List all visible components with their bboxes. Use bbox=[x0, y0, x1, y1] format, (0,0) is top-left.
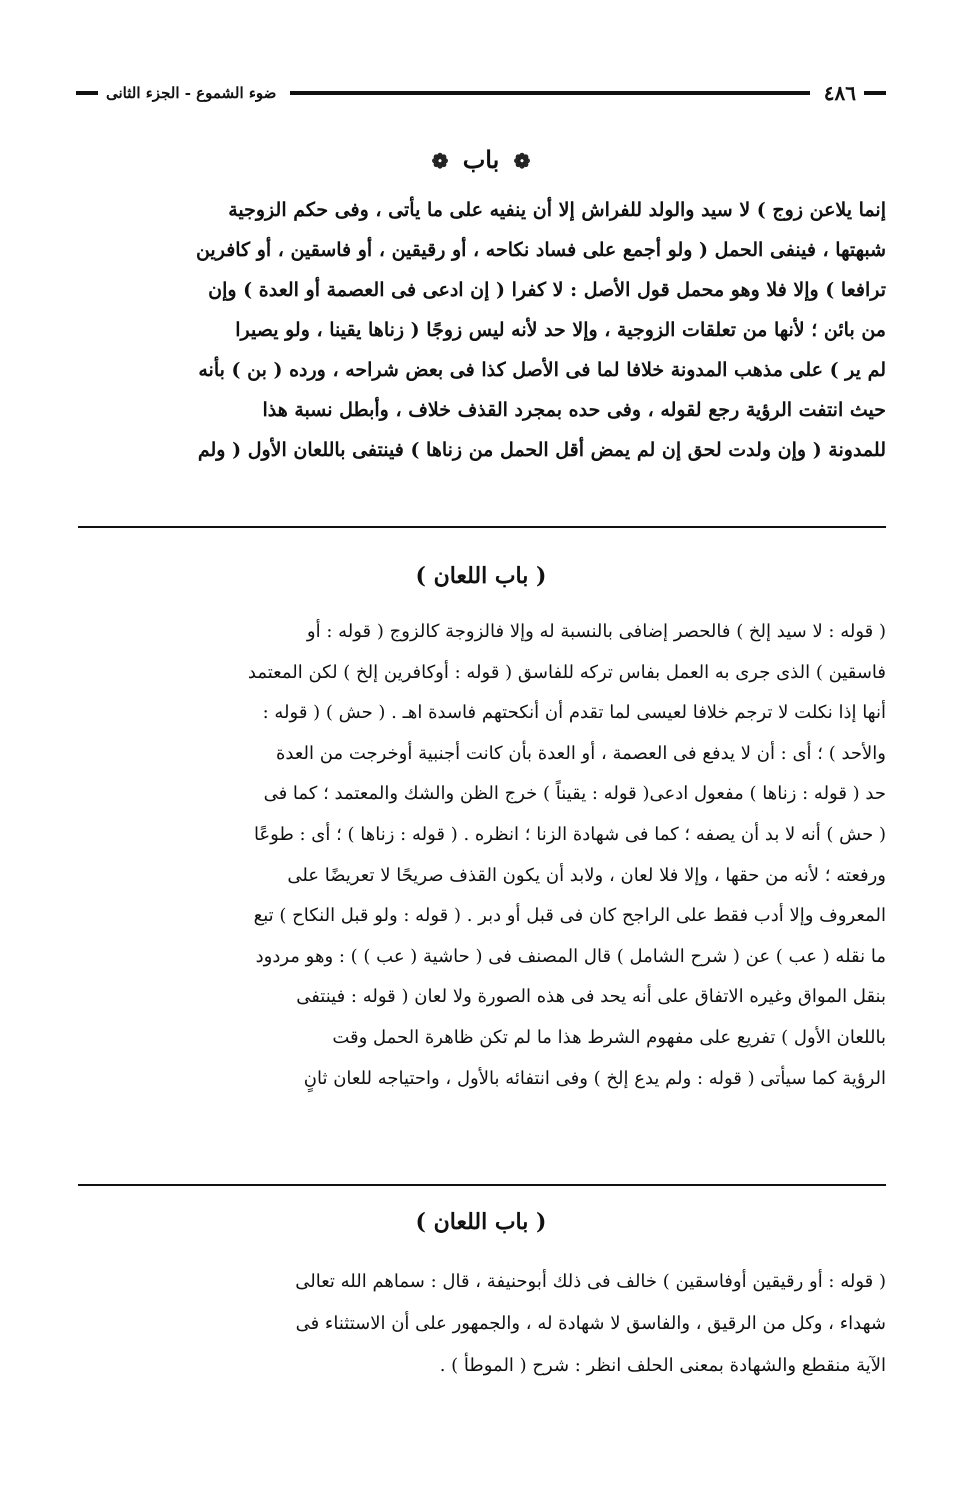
commentary-line: ( قوله : لا سيد إلخ ) فالحصر إضافى بالنسبة له وإلا فالزوجة كالزوج ( قوله : أو bbox=[306, 621, 886, 642]
commentary-line: حد ( قوله : زناها ) مفعول ادعى( قوله : يقيناً ) خرج الظن والشك والمعتمد ؛ كما فى bbox=[263, 783, 886, 805]
main-text-line: للمدونة ( وإن ولدت لحق إن لم يمض أقل الحمل من زناها ) فينتفى باللعان الأول ( ولم bbox=[197, 439, 886, 461]
ornament-right-icon: ❁ bbox=[513, 149, 531, 173]
commentary-line: ما نقله ( عب ) عن ( شرح الشامل ) قال المصنف فى ( حاشية ( عب ) ) : وهو مردود bbox=[255, 945, 886, 967]
commentary-line: المعروف وإلا أدب فقط على الراجح كان فى قبل أو دبر . ( قوله : ولو قبل النكاح ) تبع bbox=[253, 905, 886, 927]
main-text-line: من بائن ؛ لأنها من تعلقات الزوجية ، وإلا حد لأنه ليس زوجًا ( زناها يقينا ، ولو يصيرا bbox=[235, 319, 886, 341]
commentary-line: الرؤية كما سيأتى ( قوله : ولم يدع إلخ ) وفى انتفائه بالأول ، واحتياجه للعان ثانٍ bbox=[303, 1067, 886, 1089]
ornament-left-icon: ❁ bbox=[431, 149, 449, 173]
running-header bbox=[76, 80, 886, 106]
main-text-line: ترافعا ) وإلا فلا وهو محمل قول الأصل : لا كفرا ( إن ادعى فى العصمة أو العدة ) وإن bbox=[208, 279, 886, 301]
commentary-text bbox=[78, 612, 886, 1099]
chapter-title: باب bbox=[462, 145, 500, 174]
header-rule bbox=[290, 91, 809, 95]
chapter-heading bbox=[0, 140, 962, 180]
commentary-line: أنها إذا نكلت لا ترجم خلافا لعيسى لما تقدم أن أنكحتهم فاسدة اهـ . ( حش ) ( قوله : bbox=[262, 702, 886, 724]
main-text-line: لم ير ) على مذهب المدونة خلافا لما فى الأصل كذا فى بعض شراحه ، ورده ( بن ) بأنه bbox=[198, 359, 886, 381]
commentary-line: فاسقين ) الذى جرى به العمل بفاس تركه للفاسق ( قوله : أوكافرين إلخ ) لكن المعتمد bbox=[247, 661, 886, 683]
commentary-line: ( حش ) أنه لا بد أن يصفه ؛ كما فى شهادة الزنا ؛ انظره . ( قوله : زناها ) ؛ أى : طوعًا bbox=[253, 823, 886, 845]
main-text-line: إنما يلاعن زوج ) لا سيد والولد للفراش إلا أن ينفيه على ما يأتى ، وفى حكم الزوجية bbox=[228, 199, 886, 221]
commentary-line: والأحد ) ؛ أى : أن لا يدفع فى العصمة ، أو العدة بأن كانت أجنبية أوخرجت من العدة bbox=[275, 742, 886, 764]
commentary-line: باللعان الأول ) تفريع على مفهوم الشرط هذا ما لم تكن ظاهرة الحمل وقت bbox=[332, 1026, 886, 1048]
main-text-line: حيث انتفت الرؤية رجع لقوله ، وفى حده بمجرد القذف خلاف ، وأبطل نسبة هذا bbox=[262, 399, 886, 421]
commentary-line: بنقل المواق وغيره الاتفاق على أنه يحد فى هذه الصورة ولا لعان ( قوله : فينتفى bbox=[296, 986, 886, 1008]
commentary-line: الآية منقطع والشهادة بمعنى الحلف انظر : شرح ( الموطأ ) . bbox=[439, 1355, 886, 1376]
header-dash-left bbox=[76, 91, 98, 95]
header-dash-right bbox=[864, 91, 886, 95]
running-title: ضوء الشموع - الجزء الثانى bbox=[106, 84, 277, 102]
page-number: ٤٨٦ bbox=[823, 81, 856, 105]
commentary-title: ( باب اللعان ) bbox=[415, 563, 547, 589]
separator-rule bbox=[78, 1184, 886, 1186]
main-text bbox=[78, 190, 886, 470]
commentary-line: ورفعته ؛ لأنه من حقها ، وإلا فلا لعان ، ولابد أن يكون القذف صريحًا لا تعريضًا على bbox=[287, 864, 886, 886]
commentary-text bbox=[78, 1261, 886, 1387]
separator-rule bbox=[78, 526, 886, 528]
commentary-line: ( قوله : أو رقيقين أوفاسقين ) خالف فى ذلك أبوحنيفة ، قال : سماهم الله تعالى bbox=[295, 1271, 886, 1292]
commentary-title: ( باب اللعان ) bbox=[415, 1209, 547, 1235]
commentary-line: شهداء ، وكل من الرقيق ، والفاسق لا شهادة له ، والجمهور على أن الاستثناء فى bbox=[295, 1313, 886, 1334]
main-text-line: شبهتها ، فينفى الحمل ( ولو أجمع على فساد نكاحه ، أو رقيقين ، أو فاسقين ، أو كافرين bbox=[195, 239, 886, 261]
